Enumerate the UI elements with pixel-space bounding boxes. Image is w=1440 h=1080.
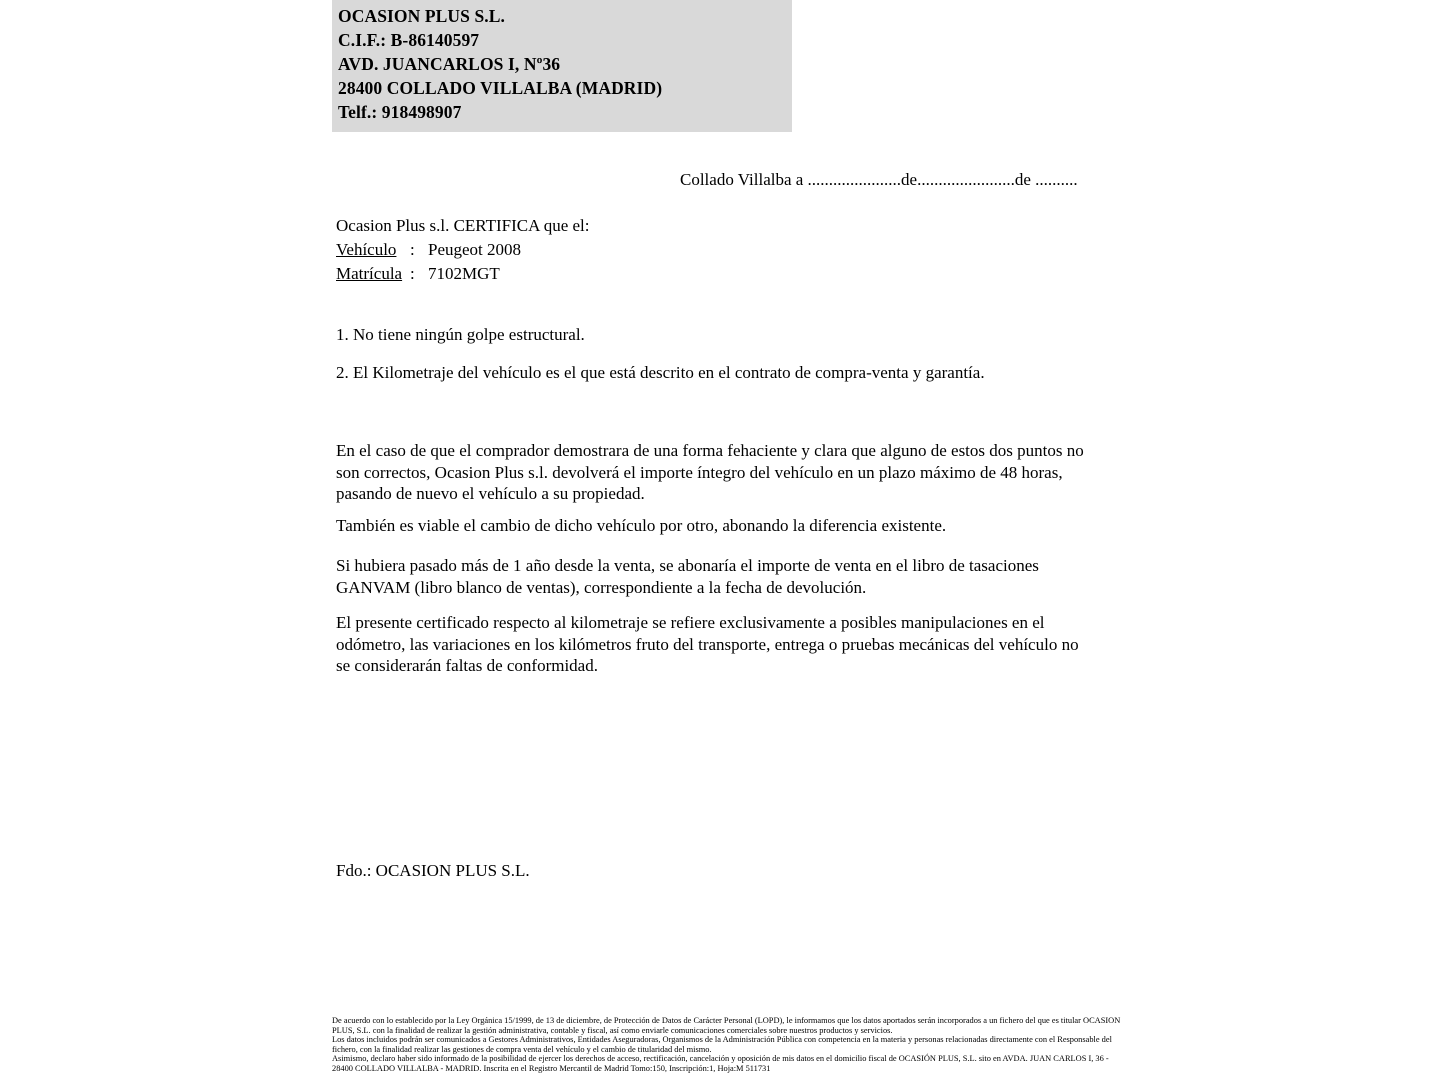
legal-paragraph-1: De acuerdo con lo establecido por la Ley Orgánica 15/1999, de 13 de diciembre, de Protección de Datos de Carácter Personal (LOPD), le informamos que los datos aportados serán incorporados a un fichero del que es titular OCASION PLUS, S.L. con la finalidad de realizar la gestión administrativa, contable y fiscal, así como enviarle comunicaciones comerciales sobre nuestros productos y servicios. <box>332 1016 1121 1035</box>
letterhead-cif: C.I.F.: B-86140597 <box>338 30 480 50</box>
legal-paragraph-2: Los datos incluidos podrán ser comunicados a Gestores Administrativos, Entidades Aseguradoras, Organismos de la Administración Pública con competencia en la materia y personas relacionadas directamente con el Responsable del fichero, con la finalidad realizar las gestiones de compra venta del vehículo y el cambio de titularidad del mismo. <box>332 1035 1112 1054</box>
field-label-matricula: Matrícula <box>336 264 403 283</box>
certifica-intro: Ocasion Plus s.l. CERTIFICA que el: <box>336 216 590 235</box>
signature-line: Fdo.: OCASION PLUS S.L. <box>336 861 530 880</box>
certification-point-2: 2. El Kilometraje del vehículo es el que está descrito en el contrato de compra-venta y garantía. <box>336 363 985 382</box>
letterhead-address: AVD. JUANCARLOS I, Nº36 <box>338 54 561 74</box>
field-sep-matricula: : <box>410 264 415 283</box>
letterhead-company-name: OCASION PLUS S.L. <box>338 6 506 26</box>
body-paragraph-4: El presente certificado respecto al kilometraje se refiere exclusivamente a posibles manipulaciones en el odómetro, las variaciones en los kilómetros fruto del transporte, entrega o pruebas mecánicas del vehículo no se considerarán faltas de conformidad. <box>336 613 1079 675</box>
field-row-matricula <box>336 264 500 284</box>
field-value-matricula: 7102MGT <box>428 264 500 283</box>
letterhead-phone: Telf.: 918498907 <box>338 102 462 122</box>
field-value-vehiculo: Peugeot 2008 <box>428 240 522 259</box>
letterhead-block <box>332 0 792 132</box>
field-label-vehiculo: Vehículo <box>336 240 397 259</box>
legal-footer <box>332 1016 1122 1074</box>
field-sep-vehiculo: : <box>410 240 415 259</box>
body-paragraph-1: En el caso de que el comprador demostrara de una forma fehaciente y clara que alguno de estos dos puntos no son correctos, Ocasion Plus s.l. devolverá el importe íntegro del vehículo en un plazo máximo de 48 horas, pasando de nuevo el vehículo a su propiedad. <box>336 441 1084 503</box>
certification-point-1: 1. No tiene ningún golpe estructural. <box>336 325 585 344</box>
body-paragraph-3: Si hubiera pasado más de 1 año desde la venta, se abonaría el importe de venta en el libro de tasaciones GANVAM (libro blanco de ventas), correspondiente a la fecha de devolución. <box>336 556 1039 597</box>
legal-paragraph-3: Asimismo, declaro haber sido informado de la posibilidad de ejercer los derechos de acceso, rectificación, cancelación y oposición de mis datos en el domicilio fiscal de OCASIÓN PLUS, S.L. sito en AVDA. JUAN CARLOS I, 36 - 28400 COLLADO VILLALBA - MADRID. Inscrita en el Registro Mercantil de Madrid Tomo:150, Inscripción:1, Hoja:M 511731 <box>332 1054 1109 1073</box>
dateline: Collado Villalba a ......................de.......................de .......... <box>680 170 1078 189</box>
letterhead-city: 28400 COLLADO VILLALBA (MADRID) <box>338 78 663 98</box>
body-paragraph-2: También es viable el cambio de dicho vehículo por otro, abonando la diferencia existente. <box>336 516 947 535</box>
field-row-vehiculo <box>336 240 521 260</box>
